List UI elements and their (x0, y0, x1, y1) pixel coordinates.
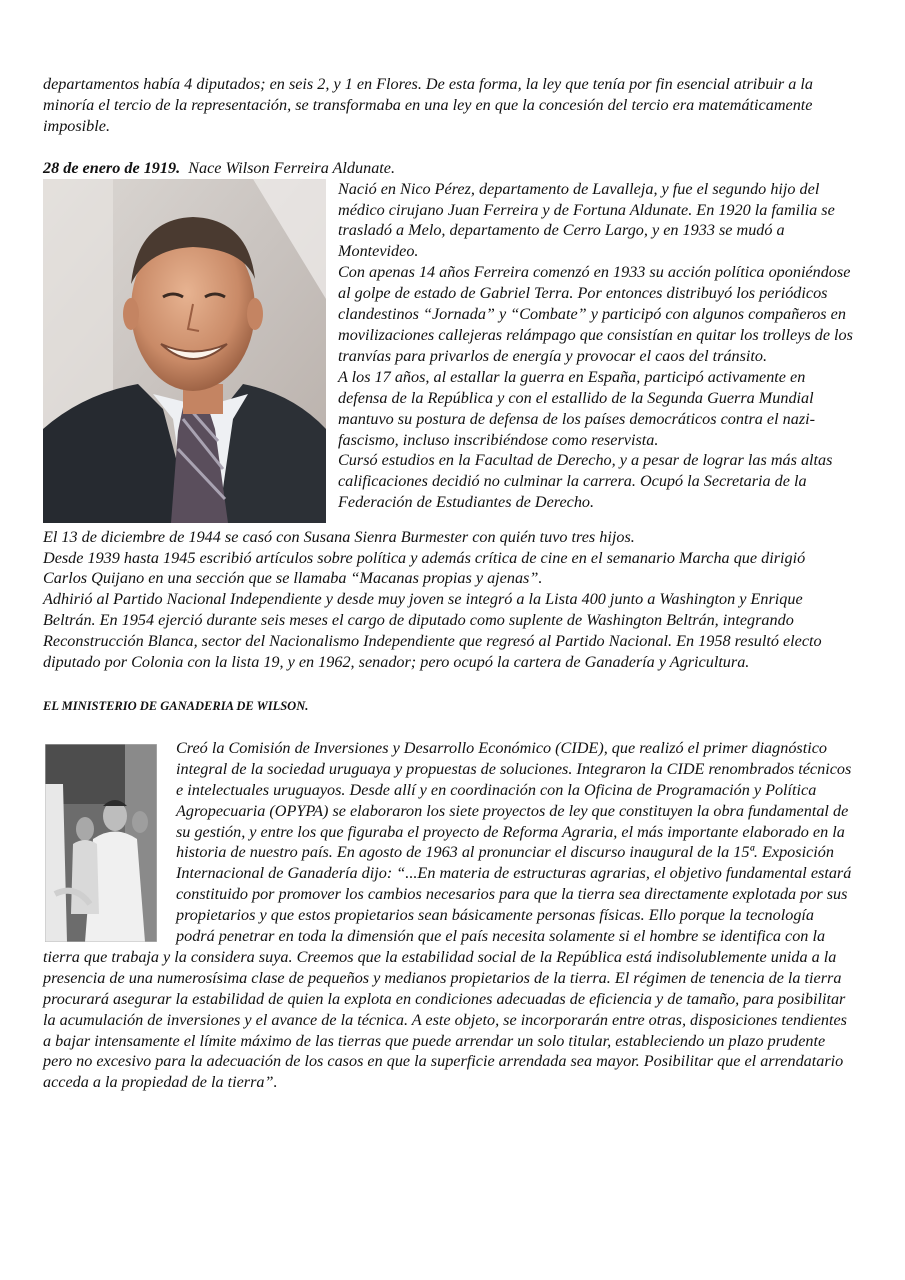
wilson-portrait-photo (43, 179, 326, 523)
spacer (43, 673, 853, 694)
wilson-bio-paragraph-7: Adhirió al Partido Nacional Independiente y desde muy joven se integró a la Lista 400 junto a Washington y Enrique Beltrán. En 1954 ejerció durante seis meses el cargo de diputado como suplente de Washington Beltrán, integrando Reconstrucción Blanca, sector del Nacionalismo Independiente que regresó al Partido Nacional. En 1958 resultó electo diputado por Colonia con la lista 19, y en 1962, senador; pero ocupó la cartera de Ganadería y Agricultura. (43, 590, 822, 672)
wilson-bio-paragraph-2: Con apenas 14 años Ferreira comenzó en 1933 su acción política oponiéndose al golpe de estado de Gabriel Terra. Por entonces distribuyó los periódicos clandestinos “Jornada” y “Combate” y participó con algunos compañeros en movilizaciones callejeras relámpago que consistían en quitar los trolleys de los tranvías para privarlos de energía y provocar el caos del tránsito. (338, 263, 853, 365)
wilson-bio-paragraph-1: Nació en Nico Pérez, departamento de Lavalleja, y fue el segundo hijo del médico cirujano Juan Ferreira y de Fortuna Aldunate. En 1920 la familia se trasladó a Melo, departamento de Cerro Largo, y en 1933 se mudó a Montevideo. (338, 179, 835, 261)
wilson-bio-paragraph-6: Desde 1939 hasta 1945 escribió artículos sobre política y además crítica de cine en el semanario Marcha que dirigió Carlos Quijano en una sección que se llamaba “Macanas propias y ajenas”. (43, 548, 806, 588)
wilson-bio-paragraph-3: A los 17 años, al estallar la guerra en España, participó activamente en defensa de la República y con el estallido de la Segunda Guerra Mundial mantuvo su postura de defensa de los países democráticos contra el nazi-fascismo, incluso inscribiéndose como reservista. (338, 367, 816, 449)
wilson-headline: Nace Wilson Ferreira Aldunate. (188, 158, 396, 177)
spacer (43, 717, 853, 738)
document-page (43, 74, 853, 1093)
ministry-illustration (45, 744, 157, 942)
ministry-photo (45, 744, 157, 942)
ministry-paragraph: Creó la Comisión de Inversiones y Desarrollo Económico (CIDE), que realizó el primer diagnóstico integral de la sociedad uruguaya y propuestas de soluciones. Integraron la CIDE renombrados técnicos e intelectuales uruguayos. Desde allí y en coordinación con la Oficina de Programación y Política Agropecuaria (OPYPA) se elaboraron los siete proyectos de ley que constituyen la obra fundamental de su gestión, y entre los que figuraba el proyecto de Reforma Agraria, el más importante elaborado en la historia de nuestro país. En agosto de 1963 al pronunciar el discurso inaugural de la 15ª. Exposición Internacional de Ganadería dijo: “...En materia de estructuras agrarias, el objetivo fundamental estará constituido por promover los cambios necesarios para que la tierra sea directamente explotada por sus propietarios y que estos propietarios sean básicamente personas físicas. Ello porque la tecnología podrá penetrar en toda la dimensión que el país necesita solamente si el hombre se identifica con la tierra que trabaja y la considera suya. Creemos que la estabilidad social de la República está indisolublemente unida a la presencia de una numerosísima clase de pequeños y medianos propietarios de la tierra. El régimen de tenencia de la tierra procurará asegurar la estabilidad de quien la explota en condiciones adecuadas de eficiencia y de tamaño, para posibilitar la acumulación de inversiones y el avance de la técnica. A este objeto, se incorporarán entre otras, disposiciones tendientes a bajar intensamente el límite máximo de las tierras que puede arrendar un solo titular, estableciendo un plazo prudente pero no excesivo para la adecuación de los casos en que la superficie arrendada sea mayor. Posibilitar que el arrendatario acceda a la propiedad de la tierra”. (43, 738, 852, 1092)
wilson-dateline (43, 158, 853, 179)
intro-paragraph: departamentos había 4 diputados; en seis 2, y 1 en Flores. De esta forma, la ley que tenía por fin esencial atribuir a la minoría el tercio de la representación, se transformaba en una ley en que la concesión del tercio era matemáticamente imposible. (43, 75, 814, 135)
wilson-date: 28 de enero de 1919. (43, 158, 181, 177)
spacer (43, 137, 853, 158)
ministry-heading: EL MINISTERIO DE GANADERIA DE WILSON. (43, 698, 309, 713)
wilson-bio-paragraph-4: Cursó estudios en la Facultad de Derecho, y a pesar de lograr las más altas calificaciones decidió no culminar la carrera. Ocupó la Secretaria de la Federación de Estudiantes de Derecho. (338, 451, 833, 512)
wilson-bio-paragraph-5: El 13 de diciembre de 1944 se casó con Susana Sienra Burmester con quién tuvo tres hijos. (43, 527, 635, 546)
portrait-illustration (43, 179, 326, 523)
